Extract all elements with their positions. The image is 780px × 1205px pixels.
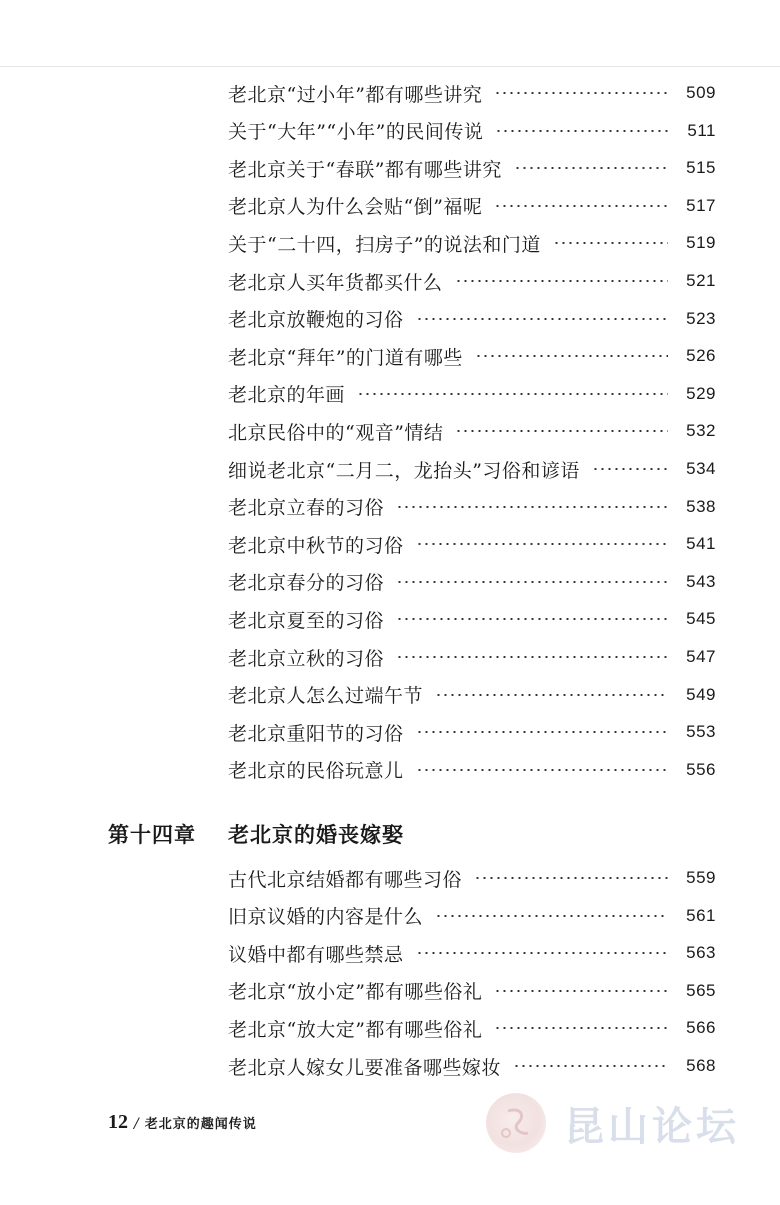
toc-entry[interactable]: [228, 529, 716, 559]
toc-leader-dots: [455, 430, 668, 432]
toc-leader-dots: [494, 990, 668, 992]
toc-leader-dots: [396, 581, 668, 583]
toc-entry-title: 北京民俗中的“观音”情结: [228, 421, 444, 444]
toc-entry-page: 543: [686, 571, 716, 591]
toc-leader-dots: [396, 656, 668, 658]
toc-entry[interactable]: [228, 755, 716, 785]
toc-leader-dots: [416, 952, 668, 954]
toc-entry[interactable]: [228, 454, 716, 484]
toc-entry-page: 553: [686, 722, 716, 742]
toc-entry-page: 509: [686, 83, 716, 102]
top-divider: [0, 66, 780, 67]
toc-entry-page: 559: [686, 868, 716, 887]
toc-entry-page: 526: [686, 346, 716, 366]
toc-entry-title: 老北京“过小年”都有哪些讲究: [228, 83, 483, 106]
toc-leader-dots: [495, 130, 668, 132]
toc-entry[interactable]: [228, 863, 716, 893]
toc-leader-dots: [416, 731, 668, 733]
toc-leader-dots: [474, 877, 668, 879]
toc-entry[interactable]: [228, 304, 716, 334]
toc-entry-page: 523: [686, 308, 716, 328]
toc-entry[interactable]: [228, 976, 716, 1006]
toc-entry[interactable]: [228, 901, 716, 931]
toc-entry-title: 老北京“放小定”都有哪些俗礼: [228, 981, 483, 1004]
toc-entry[interactable]: [228, 116, 716, 146]
chapter-heading: [108, 818, 404, 850]
toc-entry-title: 关于“大年”“小年”的民间传说: [228, 121, 484, 144]
toc-entry-page: 568: [686, 1056, 716, 1075]
toc-leader-dots: [416, 769, 668, 771]
toc-entry[interactable]: [228, 379, 716, 409]
toc-entry[interactable]: [228, 78, 716, 108]
toc-entry-title: 老北京立春的习俗: [228, 497, 385, 520]
toc-entry-title: 老北京春分的习俗: [228, 572, 385, 595]
toc-entry-title: 古代北京结婚都有哪些习俗: [228, 868, 463, 891]
toc-entry-title: 老北京中秋节的习俗: [228, 534, 404, 557]
toc-entry[interactable]: [228, 341, 716, 371]
toc-entry-title: 老北京的民俗玩意儿: [228, 760, 404, 783]
watermark-text: 昆山论坛: [564, 1103, 740, 1150]
toc-leader-dots: [416, 318, 668, 320]
toc-entry-page: 529: [686, 383, 716, 403]
toc-entry-page: 534: [686, 459, 716, 478]
toc-entry-title: 老北京“放大定”都有哪些俗礼: [228, 1018, 483, 1041]
toc-entry-page: 532: [686, 421, 716, 441]
toc-entry-page: 517: [686, 195, 716, 215]
toc-entry-title: 细说老北京“二月二，龙抬头”习俗和谚语: [228, 459, 580, 482]
toc-entry-title: 老北京立秋的习俗: [228, 647, 385, 670]
toc-entry-page: 521: [686, 271, 716, 290]
toc-entry[interactable]: [228, 604, 716, 634]
footer-separator: /: [134, 1116, 139, 1132]
watermark-seal-icon: [486, 1093, 546, 1153]
watermark: [486, 1093, 740, 1153]
toc-entry-title: 老北京“拜年”的门道有哪些: [228, 346, 463, 369]
toc-entry-page: 563: [686, 943, 716, 963]
toc-entry[interactable]: [228, 1013, 716, 1043]
toc-entry-title: 老北京关于“春联”都有哪些讲究: [228, 158, 502, 181]
toc-entry-page: 549: [686, 684, 716, 704]
toc-entry[interactable]: [228, 1051, 716, 1081]
toc-entry[interactable]: [228, 492, 716, 522]
toc-entry-title: 老北京人买年货都买什么: [228, 271, 443, 294]
toc-entry[interactable]: [228, 266, 716, 296]
toc-entry-page: 565: [686, 980, 716, 1000]
toc-entry-title: 老北京的年画: [228, 384, 346, 407]
toc-leader-dots: [416, 543, 668, 545]
toc-leader-dots: [396, 506, 668, 508]
toc-entry[interactable]: [228, 228, 716, 258]
toc-entry-page: 515: [686, 158, 716, 178]
toc-entry-page: 538: [686, 496, 716, 516]
chapter-number: 第十四章: [108, 823, 196, 847]
toc-entry[interactable]: [228, 153, 716, 183]
toc-entry[interactable]: [228, 680, 716, 710]
toc-entry[interactable]: [228, 416, 716, 446]
toc-entry-page: 541: [686, 534, 716, 554]
toc-entry-title: 老北京人为什么会贴“倒”福呢: [228, 196, 483, 219]
footer-page-number: 12: [108, 1111, 128, 1133]
toc-entry[interactable]: [228, 717, 716, 747]
toc-leader-dots: [592, 468, 668, 470]
toc-leader-dots: [435, 694, 668, 696]
toc-entry-title: 老北京重阳节的习俗: [228, 722, 404, 745]
toc-leader-dots: [494, 92, 668, 94]
toc-entry-title: 老北京人嫁女儿要准备哪些嫁妆: [228, 1056, 502, 1079]
toc-entry-title: 老北京夏至的习俗: [228, 609, 385, 632]
page-footer: [108, 1111, 257, 1134]
toc-entry-page: 561: [686, 905, 716, 925]
toc-entry-page: 556: [686, 759, 716, 779]
toc-entry-title: 关于“二十四，扫房子”的说法和门道: [228, 233, 541, 256]
toc-leader-dots: [494, 205, 668, 207]
toc-entry-page: 511: [687, 120, 716, 140]
toc-entry[interactable]: [228, 567, 716, 597]
toc-entry[interactable]: [228, 191, 716, 221]
toc-entry-page: 547: [686, 647, 716, 666]
toc-entry-page: 519: [686, 233, 716, 253]
toc-leader-dots: [357, 393, 668, 395]
toc-entry-title: 老北京人怎么过端午节: [228, 685, 424, 708]
toc-leader-dots: [494, 1027, 668, 1029]
toc-entry-page: 566: [686, 1018, 716, 1038]
toc-entry-page: 545: [686, 609, 716, 629]
toc-entry-title: 旧京议婚的内容是什么: [228, 906, 424, 929]
toc-entry[interactable]: [228, 938, 716, 968]
chapter-title: 老北京的婚丧嫁娶: [228, 823, 404, 847]
toc-leader-dots: [475, 355, 668, 357]
footer-book-title: 老北京的趣闻传说: [144, 1117, 257, 1132]
toc-leader-dots: [396, 618, 668, 620]
toc-entry[interactable]: [228, 642, 716, 672]
toc-leader-dots: [455, 280, 668, 282]
toc-leader-dots: [553, 242, 668, 244]
toc-leader-dots: [514, 167, 668, 169]
toc-leader-dots: [435, 915, 668, 917]
toc-entry-title: 议婚中都有哪些禁忌: [228, 943, 404, 966]
toc-leader-dots: [513, 1065, 668, 1067]
toc-entry-title: 老北京放鞭炮的习俗: [228, 309, 404, 332]
